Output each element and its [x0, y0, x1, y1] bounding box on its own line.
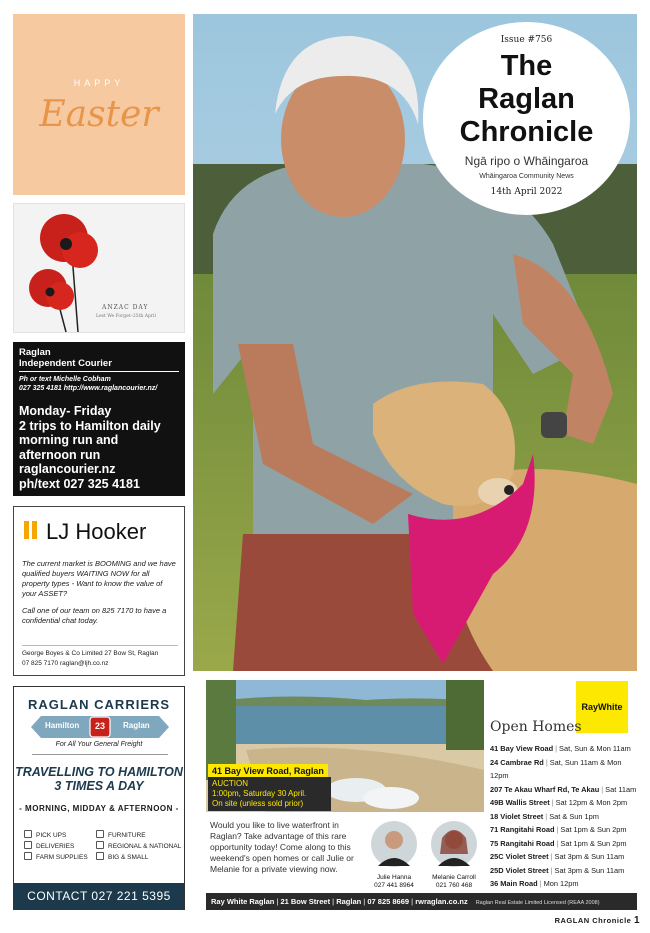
listing-row: 75 Rangitahi Road | Sat 1pm & Sun 2pm: [490, 838, 627, 848]
bar-phone: 07 825 8669: [367, 897, 410, 906]
issue-number: Issue #756: [500, 35, 553, 45]
courier-line: morning run and: [19, 433, 119, 447]
maori-subtitle: Ngā ripo o Whāingaroa: [464, 154, 589, 168]
community-label: Whāingaroa Community News: [479, 173, 574, 180]
carriers-travel: [14, 765, 184, 793]
lj-footer: [22, 645, 178, 669]
title-line-3: Chronicle: [459, 116, 594, 148]
page-footer: [555, 915, 640, 926]
lj-footer-contact: 07 825 7170 raglan@ljh.co.nz: [22, 660, 109, 667]
carriers-times: - MORNING, MIDDAY & AFTERNOON -: [19, 804, 179, 813]
service-item: BIG & SMALL: [96, 852, 181, 863]
carriers-title: RAGLAN CARRIERS: [27, 697, 171, 712]
agent-1: [366, 874, 422, 890]
checkbox-icon: [96, 830, 104, 838]
auction-label: AUCTION: [212, 779, 248, 788]
carriers-route-sign: [31, 716, 169, 738]
title-line-2: Raglan: [478, 83, 575, 115]
courier-line: 2 trips to Hamilton daily: [19, 418, 161, 433]
listing-row: 18 Violet Street | Sat & Sun 1pm: [490, 811, 599, 821]
auction-box: [208, 777, 331, 811]
courier-name-2: Independent Courier: [19, 358, 112, 369]
issue-date: 14th April 2022: [490, 187, 563, 197]
lj-footer-address: George Boyes & Co Limited 27 Bow St, Raglan: [22, 650, 159, 657]
agent-2: [426, 874, 482, 890]
carriers-travel-2: 3 TIMES A DAY: [54, 779, 144, 793]
easter-happy: HAPPY: [73, 78, 125, 88]
waterfront-photo: [206, 680, 484, 812]
open-homes-list: [490, 742, 637, 904]
open-homes-title: Open Homes: [490, 719, 582, 735]
easter-word: Easter: [39, 94, 159, 135]
agent-2-name: Melanie Carroll: [432, 874, 476, 881]
checkbox-icon: [24, 830, 32, 838]
masthead: [423, 22, 630, 215]
bar-brand: Ray White Raglan: [211, 897, 275, 906]
ray-white-logo: RayWhite: [576, 681, 628, 733]
carriers-tagline: For All Your General Freight: [55, 741, 143, 748]
checkbox-icon: [96, 841, 104, 849]
agent-1-name: Julie Hanna: [376, 874, 412, 881]
lj-hooker-ad: [13, 506, 185, 676]
listing-row: 207 Te Akau Wharf Rd, Te Akau | Sat 11am: [490, 784, 637, 794]
carriers-contact: CONTACT 027 221 5395: [14, 883, 184, 909]
courier-name-1: Raglan: [19, 347, 51, 358]
courier-schedule: [19, 404, 179, 491]
carriers-travel-1: TRAVELLING TO HAMILTON: [15, 765, 183, 779]
ray-white-contact-bar: Ray White Raglan | 21 Bow Street | Raglan | 07 825 8669 | rwraglan.co.nz Raglan Real Estate Limited Licensed (REAA 2008): [206, 893, 637, 910]
service-item: REGIONAL & NATIONAL: [96, 841, 181, 852]
route-to: Raglan: [123, 721, 150, 730]
ray-white-ad: [206, 680, 637, 910]
footer-label: RAGLAN Chronicle: [554, 916, 632, 925]
courier-divider: [19, 371, 179, 372]
lj-paragraph-1: The current market is BOOMING and we have qualified buyers WAITING NOW for all property types - Want to know the value of your ASSET?: [22, 559, 176, 598]
agent-1-phone: 027 441 8964: [374, 882, 414, 889]
title-line-1: The: [500, 50, 553, 82]
listing-row: 25D Violet Street | Sat 3pm & Sun 11am: [490, 865, 625, 875]
courier-line: raglancourier.nz: [19, 462, 116, 476]
lj-hooker-brand: LJ Hooker: [46, 519, 147, 544]
checkbox-icon: [96, 852, 104, 860]
listing-row: 25C Violet Street | Sat 3pm & Sun 11am: [490, 852, 625, 861]
checkbox-icon: [24, 852, 32, 860]
bar-website: rwraglan.co.nz: [415, 897, 468, 906]
listing-address-tag: 41 Bay View Road, Raglan: [208, 764, 328, 778]
anzac-title: ANZAC DAY: [102, 304, 149, 311]
courier-line: ph/text 027 325 4181: [19, 476, 140, 491]
listing-row: 49B Wallis Street | Sat 12pm & Mon 2pm: [490, 798, 628, 807]
bar-address: 21 Bow Street: [280, 897, 331, 906]
services-right: [96, 830, 181, 863]
agents: [366, 820, 484, 890]
listing-row: 41 Bay View Road | Sat, Sun & Mon 11am: [490, 744, 631, 753]
carriers-divider: [32, 754, 168, 755]
courier-contact-2: 027 325 4181 http://www.raglancourier.nz/: [19, 385, 158, 392]
anzac-subtitle: Lest We Forget–25th April: [96, 314, 156, 319]
route-from: Hamilton: [45, 721, 80, 730]
easter-ad: [13, 14, 185, 195]
agent-photos: [366, 820, 484, 868]
services-left: [24, 830, 88, 863]
service-item: FARM SUPPLIES: [24, 852, 88, 863]
lj-body: [22, 559, 178, 633]
courier-line: afternoon run: [19, 447, 101, 462]
page-number: 1: [633, 915, 640, 926]
service-item: DELIVERIES: [24, 841, 88, 852]
raglan-carriers-ad: [13, 686, 185, 910]
listing-row: 71 Rangitahi Road | Sat 1pm & Sun 2pm: [490, 825, 627, 834]
checkbox-icon: [24, 841, 32, 849]
listing-description: Would you like to live waterfront in Raglan? Take advantage of this rare opportunity today! Come along to this weekend's open homes or call Julie or Melanie for a private viewing now.: [210, 820, 354, 874]
courier-contact-1: Ph or text Michelle Cobham: [19, 376, 111, 383]
bar-town: Raglan: [336, 897, 362, 906]
service-item: PICK UPS: [24, 830, 88, 841]
agent-2-phone: 021 760 468: [435, 882, 473, 889]
courier-ad: [13, 342, 185, 496]
listing-row: 36 Main Road | Mon 12pm: [490, 879, 579, 888]
courier-line: Monday- Friday: [19, 404, 112, 418]
newspaper-title: [423, 50, 630, 149]
anzac-ad: [13, 203, 185, 333]
lj-paragraph-2: Call one of our team on 825 7170 to have a confidential chat today.: [22, 606, 167, 625]
auction-date: 1:00pm, Saturday 30 April.: [212, 789, 307, 798]
service-item: FURNITURE: [96, 830, 181, 841]
auction-note: On site (unless sold prior): [212, 799, 304, 808]
listing-row: 24 Cambrae Rd | Sat, Sun 11am & Mon 12pm: [490, 757, 622, 780]
route-number: 23: [94, 721, 105, 731]
bar-license: Raglan Real Estate Limited Licensed (REAA 2008): [475, 900, 600, 906]
